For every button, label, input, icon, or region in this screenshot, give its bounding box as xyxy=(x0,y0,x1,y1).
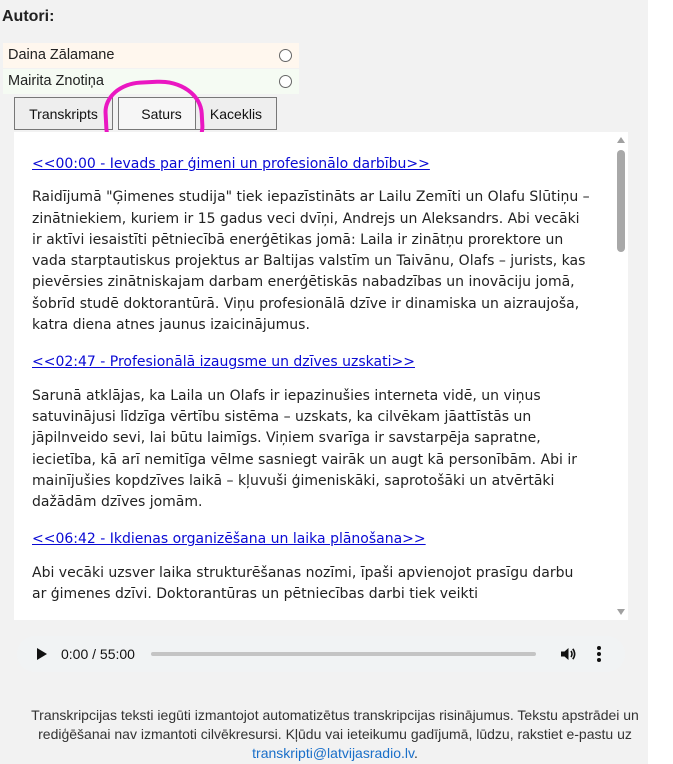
author-row[interactable] xyxy=(3,69,299,94)
audio-player xyxy=(17,636,625,672)
tab-transcript[interactable]: Transkripts xyxy=(14,97,113,130)
scrollbar[interactable] xyxy=(614,132,628,620)
author-radio[interactable] xyxy=(279,49,292,62)
transcript-content xyxy=(32,154,592,620)
audio-time: 0:00 / 55:00 xyxy=(61,646,135,662)
section-text: Abi vecāki uzsver laika strukturēšanas nozīmi, īpaši apvienojot prasīgu darbu ar ģimenes dzīvi. Doktorantūras un pētniecības darbi tiek veikti xyxy=(32,564,574,603)
scroll-down-arrow-icon[interactable] xyxy=(617,609,625,615)
more-options-icon[interactable] xyxy=(596,645,602,663)
author-name: Mairita Znotiņa xyxy=(8,73,104,89)
section-link[interactable]: <<00:00 - Ievads par ģimeni un profesionālo darbību>> xyxy=(32,156,430,172)
audio-progress-slider[interactable] xyxy=(151,652,536,656)
scroll-up-arrow-icon[interactable] xyxy=(617,137,625,143)
section-link[interactable]: <<06:42 - Ikdienas organizēšana un laika plānošana>> xyxy=(32,531,426,548)
transcript-content-box[interactable] xyxy=(14,132,628,620)
footer-disclaimer xyxy=(22,706,648,763)
footer-email-link[interactable]: transkripti@latvijasradio.lv xyxy=(252,745,414,761)
author-row[interactable] xyxy=(3,43,299,68)
footer-text: Transkripcijas teksti iegūti izmantojot automatizētus transkripcijas risinājumus. Tekstu apstrādei un rediģēšanai nav izmantoti cilvēkresursi. Kļūdu vai ieteikumu gadījumā, lūdzu, rakstiet e-pastu uz xyxy=(31,707,639,742)
authors-heading: Autori: xyxy=(2,8,55,25)
footer-suffix: . xyxy=(413,745,418,761)
tab-kaceklis[interactable]: Kaceklis xyxy=(195,97,277,130)
section-link[interactable]: <<02:47 - Profesionālā izaugsme un dzīves uzskati>> xyxy=(32,354,415,371)
section-text: Sarunā atklājas, ka Laila un Olafs ir iepazinušies interneta vidē, un viņus satuvinājusi līdzīga vērtību sistēma – uzskats, ka cilvēkam jāattīstās un jāpilnveido sevi, lai būtu laimīgs. Viņiem svarīga ir savstarpēja sapratne, iecietība, kā arī nemitīga vēlme sasniegt vairāk un augt kā personībām. Abi ir mainījušies kopdzīves laikā – kļuvuši ģimeniskāki, saprotošāki un atvērtāki dažādām dzīves jomām. xyxy=(32,387,578,511)
author-name: Daina Zālamane xyxy=(8,47,115,63)
tab-contents[interactable]: Saturs xyxy=(118,97,205,130)
section-text: Raidījumā "Ģimenes studija" tiek iepazīstināts ar Lailu Zemīti un Olafu Slūtiņu – zinātniekiem, kuriem ir 15 gadus veci dvīņi, Andrejs un Aleksandrs. Abi vecāki ir aktīvi iesaistīti pētniecībā enerģētikas jomā: Laila ir zinātņu prorektore un vada starptautiskus projektus ar Baltijas valstīm un Taivānu, Olafs – jurists, kas pievērsies zinātniskajam darbam enerģētiskās nabadzības un inovāciju jomā, šobrīd studē doktorantūrā. Viņu profesionālā dzīve ir dinamiska un aizraujoša, katra diena atnes jaunus izaicinājumus. xyxy=(32,189,590,334)
author-radio[interactable] xyxy=(279,75,292,88)
volume-icon[interactable] xyxy=(559,645,577,663)
scroll-thumb[interactable] xyxy=(617,150,625,252)
play-icon[interactable] xyxy=(37,648,47,660)
